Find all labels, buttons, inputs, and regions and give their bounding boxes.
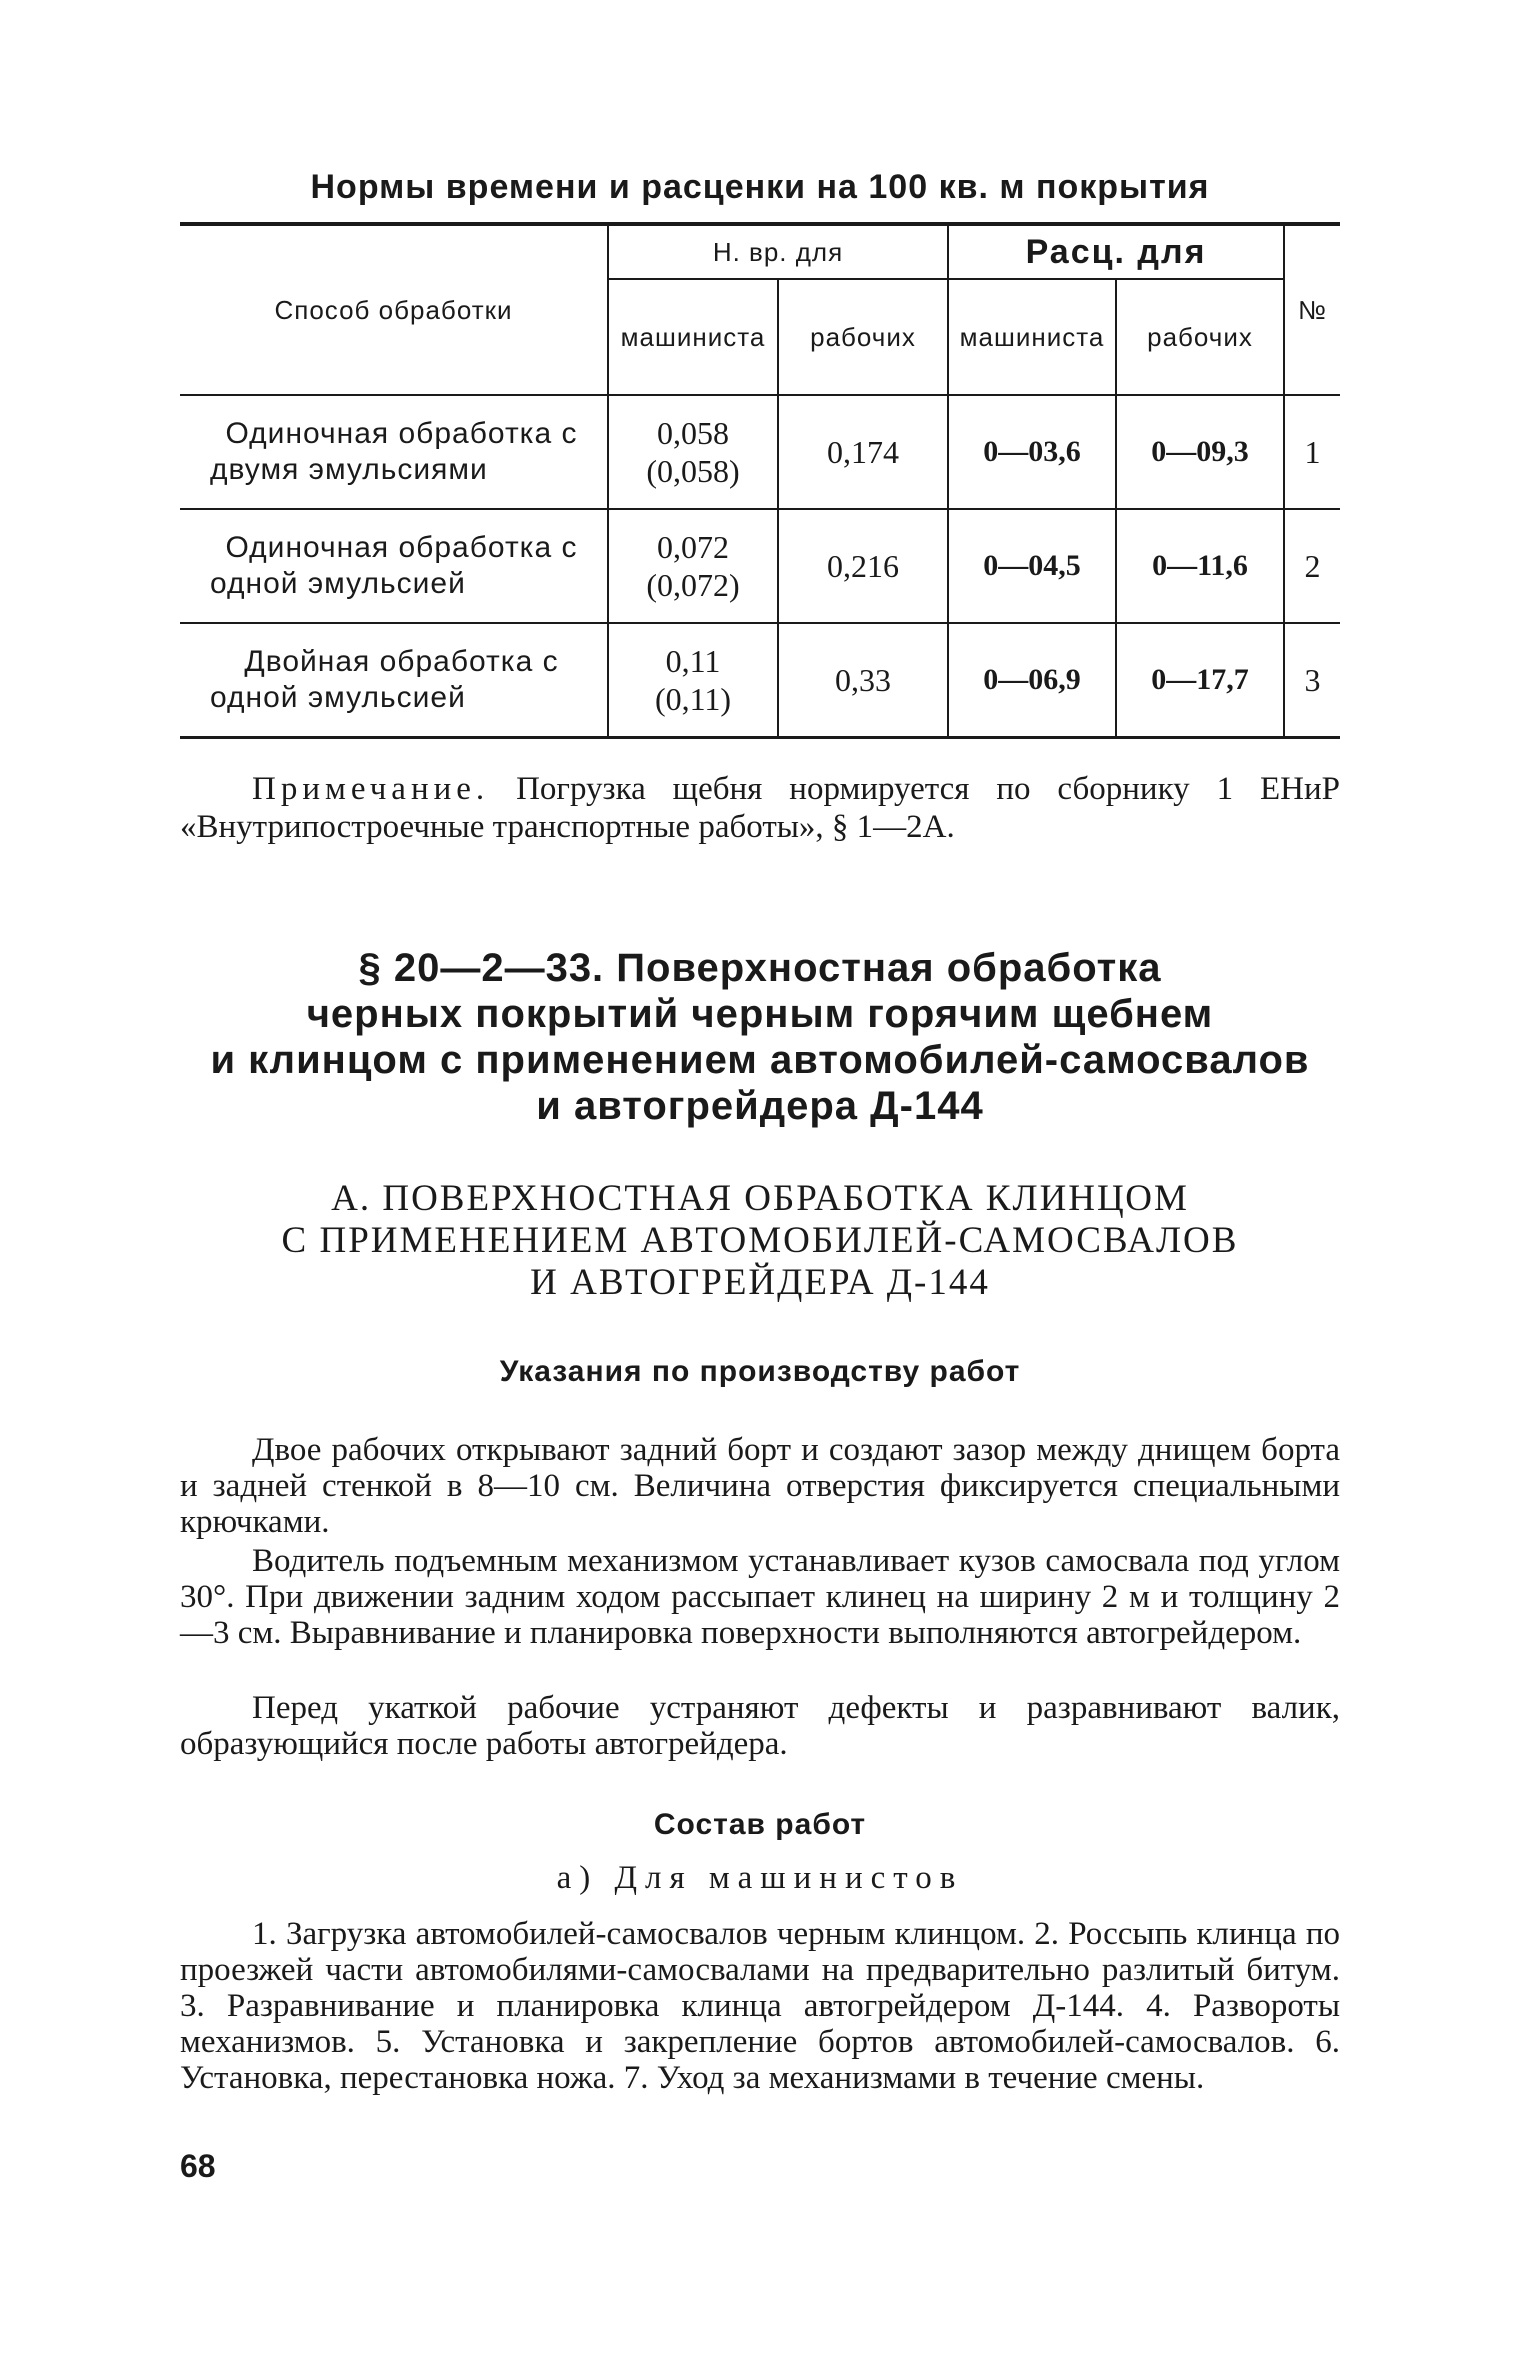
row-number: 2 [1284,509,1340,623]
table-note [180,770,1340,846]
header-time-group: Н. вр. для [608,224,948,279]
row-rate-workers: 0—11,6 [1116,509,1284,623]
row-method: Одиночная обработка с двумя эмульсиями [180,395,608,509]
header-number: № [1284,224,1340,395]
row-number: 1 [1284,395,1340,509]
row-time-workers: 0,33 [778,623,948,738]
header-rate-group: Расц. для [948,224,1284,279]
row-rate-workers: 0—17,7 [1116,623,1284,738]
table-row [180,395,1340,509]
row-method: Двойная обработка с одной эмульсией [180,623,608,738]
note-text: Погрузка щебня нормируется по сборнику 1 ЕНиР «Внутрипостроечные транспортные работы», § 1—2А. [180,771,1340,845]
row-rate-machinist: 0—03,6 [948,395,1116,509]
row-time-workers: 0,174 [778,395,948,509]
row-rate-machinist: 0—04,5 [948,509,1116,623]
page-number: 68 [180,2148,216,2184]
table-row [180,623,1340,738]
row-time-machinist: 0,058 (0,058) [608,395,778,509]
row-time-machinist: 0,072 (0,072) [608,509,778,623]
section-title: § 20—2—33. Поверхностная обработка черных покрытий черным горячим щебнем и клинцом с применением автомобилей-самосвалов и автогрейдера Д-144 [210,946,1310,1128]
row-method: Одиночная обработка с одной эмульсией [180,509,608,623]
table-title: Нормы времени и расценки на 100 кв. м покрытия [310,168,1210,206]
instructions-heading: Указания по производству работ [499,1355,1021,1388]
composition-heading: Состав работ [653,1808,867,1841]
header-time-workers: рабочих [778,279,948,395]
note-label: Примечание. [252,771,490,807]
composition-text: 1. Загрузка автомобилей-самосвалов черным клинцом. 2. Россыпь клинца по проезжей части автомобилями-самосвалами на предварительно разлитый битум. 3. Разравнивание и планировка клинца автогрейдером Д-144. 4. Развороты механизмов. 5. Установка и закрепление бортов автомобилей-самосвалов. 6. Установка, перестановка ножа. 7. Уход за механизмами в течение смены. [180,1916,1340,2096]
composition-subheading: а) Для машинистов [556,1860,964,1896]
instructions-paragraph-3: Перед укаткой рабочие устраняют дефекты и разравнивают валик, образующийся после работы автогрейдера. [180,1690,1340,1762]
subsection-title: А. ПОВЕРХНОСТНАЯ ОБРАБОТКА КЛИНЦОМ С ПРИМЕНЕНИЕМ АВТОМОБИЛЕЙ-САМОСВАЛОВ И АВТОГРЕЙДЕРА Д-144 [281,1178,1239,1303]
instructions-paragraph-1: Двое рабочих открывают задний борт и создают зазор между днищем борта и задней стенкой в 8—10 см. Величина отверстия фиксируется специальными крючками. [180,1432,1340,1540]
header-method: Способ обработки [180,224,608,395]
row-rate-workers: 0—09,3 [1116,395,1284,509]
row-number: 3 [1284,623,1340,738]
table-row [180,509,1340,623]
row-time-machinist: 0,11 (0,11) [608,623,778,738]
header-rate-workers: рабочих [1116,279,1284,395]
row-time-workers: 0,216 [778,509,948,623]
row-rate-machinist: 0—06,9 [948,623,1116,738]
header-rate-machinist: машиниста [948,279,1116,395]
instructions-paragraph-2: Водитель подъемным механизмом устанавливает кузов самосвала под углом 30°. При движении задним ходом рассыпает клинец на ширину 2 м и толщину 2—3 см. Выравнивание и планировка поверхности выполняются автогрейдером. [180,1543,1340,1651]
header-time-machinist: машиниста [608,279,778,395]
norms-table [180,222,1340,739]
